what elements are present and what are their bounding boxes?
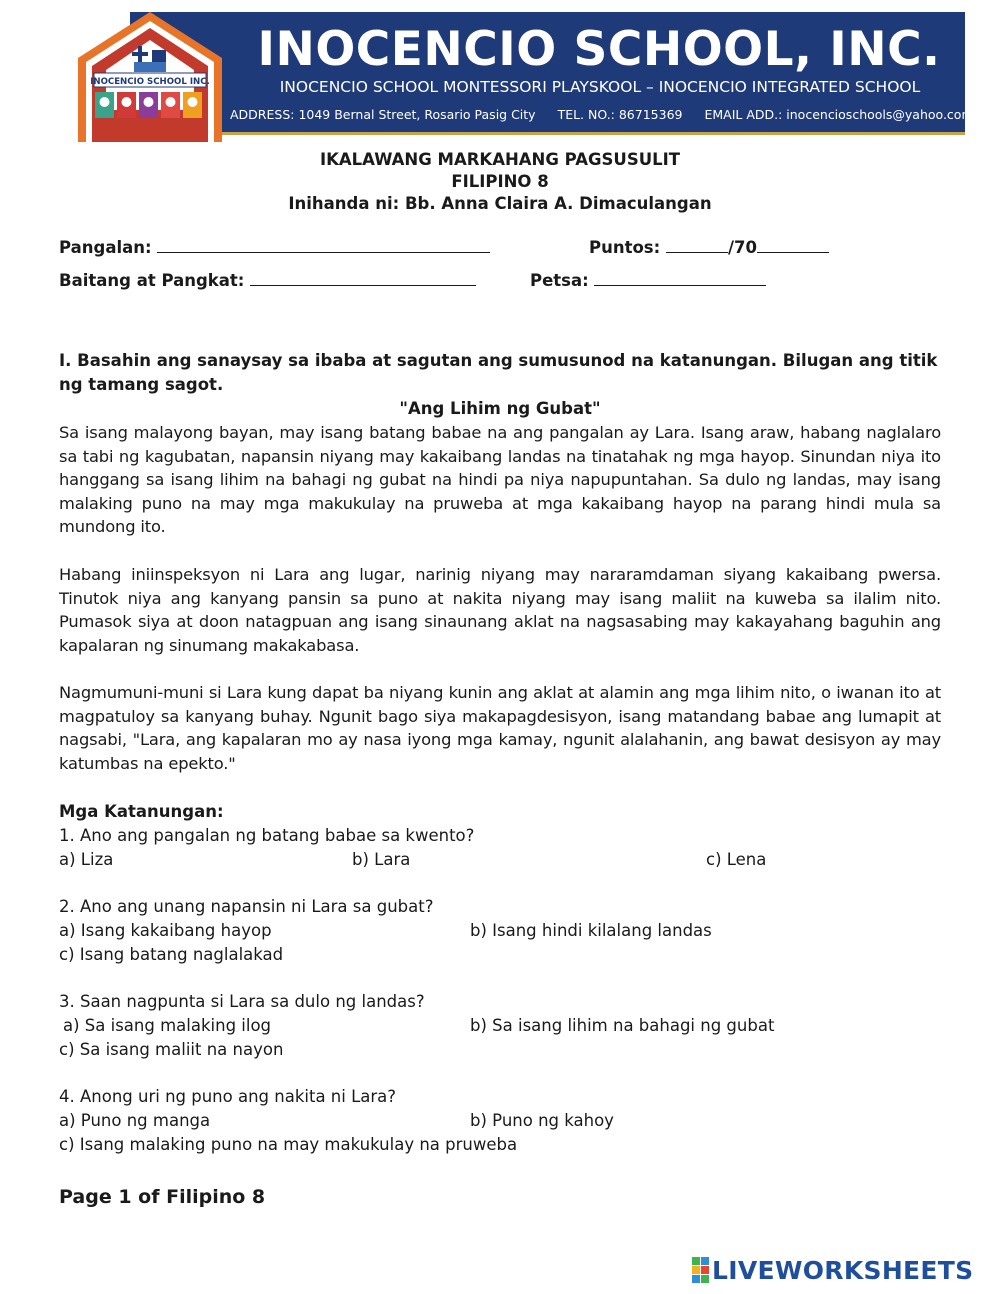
logo-text: INOCENCIO SCHOOL INC. (90, 77, 210, 87)
header-banner (130, 12, 974, 135)
name-input-line[interactable] (157, 239, 490, 253)
name-label: Pangalan: (59, 238, 152, 257)
grade-field (59, 271, 476, 290)
score-label: Puntos: (589, 238, 661, 257)
liveworksheets-icon (692, 1257, 709, 1283)
school-name: INOCENCIO SCHOOL, INC. (257, 22, 941, 77)
q4-option-c[interactable]: c) Isang malaking puno na may makukulay na pruweba (59, 1135, 518, 1154)
page-footer: Page 1 of Filipino 8 (59, 1186, 266, 1208)
exam-prepared-by: Inihanda ni: Bb. Anna Claira A. Dimaculangan (288, 194, 712, 213)
school-email: EMAIL ADD.: inocencioschools@yahoo.com (704, 107, 974, 122)
school-subtitle: INOCENCIO SCHOOL MONTESSORI PLAYSKOOL – INOCENCIO INTEGRATED SCHOOL (279, 78, 921, 96)
score-trailing-line (757, 239, 829, 253)
story-paragraph-3: Nagmumuni-muni si Lara kung dapat ba niyang kunin ang aklat at alamin ang mga lihim nito, o iwanan ito at magpatuloy sa kanyang buhay. Ngunit bago siya makapagdesisyon, isang matandang babae ang lumapit at nagsabi, "Lara, ang kapalaran mo ay nasa iyong mga kamay, ngunit alalahanin, ang bawat desisyon ay may katumbas na epekto." (59, 683, 941, 773)
q4-option-b[interactable]: b) Puno ng kahoy (470, 1111, 614, 1130)
exam-subject: FILIPINO 8 (451, 172, 549, 191)
question-1: 1. Ano ang pangalan ng batang babae sa kwento? (59, 826, 475, 845)
date-input-line[interactable] (594, 272, 766, 286)
q1-option-a[interactable]: a) Liza (59, 850, 114, 869)
q4-option-a[interactable]: a) Puno ng manga (59, 1111, 211, 1130)
liveworksheets-logo (692, 1255, 973, 1285)
date-label: Petsa: (530, 271, 589, 290)
reading-instructions: I. Basahin ang sanaysay sa ibaba at sagutan ang sumusunod na katanungan. Bilugan ang titik ng tamang sagot. (59, 351, 938, 394)
q3-option-c[interactable]: c) Sa isang maliit na nayon (59, 1040, 284, 1059)
story-paragraph-2: Habang iniinspeksyon ni Lara ang lugar, narinig niyang may nararamdaman siyang kakaibang pwersa. Tinutok niya ang kanyang pansin sa puno at nakita niyang may isang maliit na kuweba sa ilalim nito. Pumasok siya at doon natagpuan ang isang sinaunang aklat na nagsasabing may kakayahang baguhin ang kapalaran ng sinumang makakabasa. (59, 565, 941, 655)
score-input-line[interactable] (666, 239, 728, 253)
grade-input-line[interactable] (250, 272, 476, 286)
question-4: 4. Anong uri ng puno ang nakita ni Lara? (59, 1087, 397, 1106)
question-3: 3. Saan nagpunta si Lara sa dulo ng landas? (59, 992, 425, 1011)
grade-label: Baitang at Pangkat: (59, 271, 245, 290)
q3-option-b[interactable]: b) Sa isang lihim na bahagi ng gubat (470, 1016, 775, 1035)
liveworksheets-brand: LIVEWORKSHEETS (712, 1255, 974, 1285)
exam-title: IKALAWANG MARKAHANG PAGSUSULIT (319, 150, 681, 169)
name-field (59, 238, 490, 257)
school-address: ADDRESS: 1049 Bernal Street, Rosario Pasig City (230, 107, 536, 122)
date-field (530, 271, 766, 290)
q3-option-a[interactable]: a) Sa isang malaking ilog (63, 1016, 272, 1035)
q2-option-a[interactable]: a) Isang kakaibang hayop (59, 921, 272, 940)
score-total: /70 (727, 238, 757, 257)
q2-option-c[interactable]: c) Isang batang naglalakad (59, 945, 284, 964)
school-logo (76, 10, 224, 142)
q1-option-b[interactable]: b) Lara (352, 850, 411, 869)
story-title: "Ang Lihim ng Gubat" (399, 399, 601, 418)
school-contact (230, 106, 974, 124)
q1-option-c[interactable]: c) Lena (706, 850, 767, 869)
question-2: 2. Ano ang unang napansin ni Lara sa gubat? (59, 897, 434, 916)
story-paragraph-1: Sa isang malayong bayan, may isang batang babae na ang pangalan ay Lara. Isang araw, habang naglalaro sa tabi ng kagubatan, napansin niyang may kakaibang landas na tinatahak ng mga hayop. Sinundan niya ito hanggang sa isang lihim na bahagi ng gubat na hindi pa niya napupuntahan. Sa dulo ng landas, may isang malaking puno na may mga makukulay na pruweba at mga kakaibang hayop na parang hindi mula sa mundong ito. (59, 423, 941, 537)
q2-option-b[interactable]: b) Isang hindi kilalang landas (470, 921, 712, 940)
score-field (589, 238, 829, 257)
questions-heading: Mga Katanungan: (59, 802, 224, 821)
school-tel: TEL. NO.: 86715369 (557, 107, 683, 122)
